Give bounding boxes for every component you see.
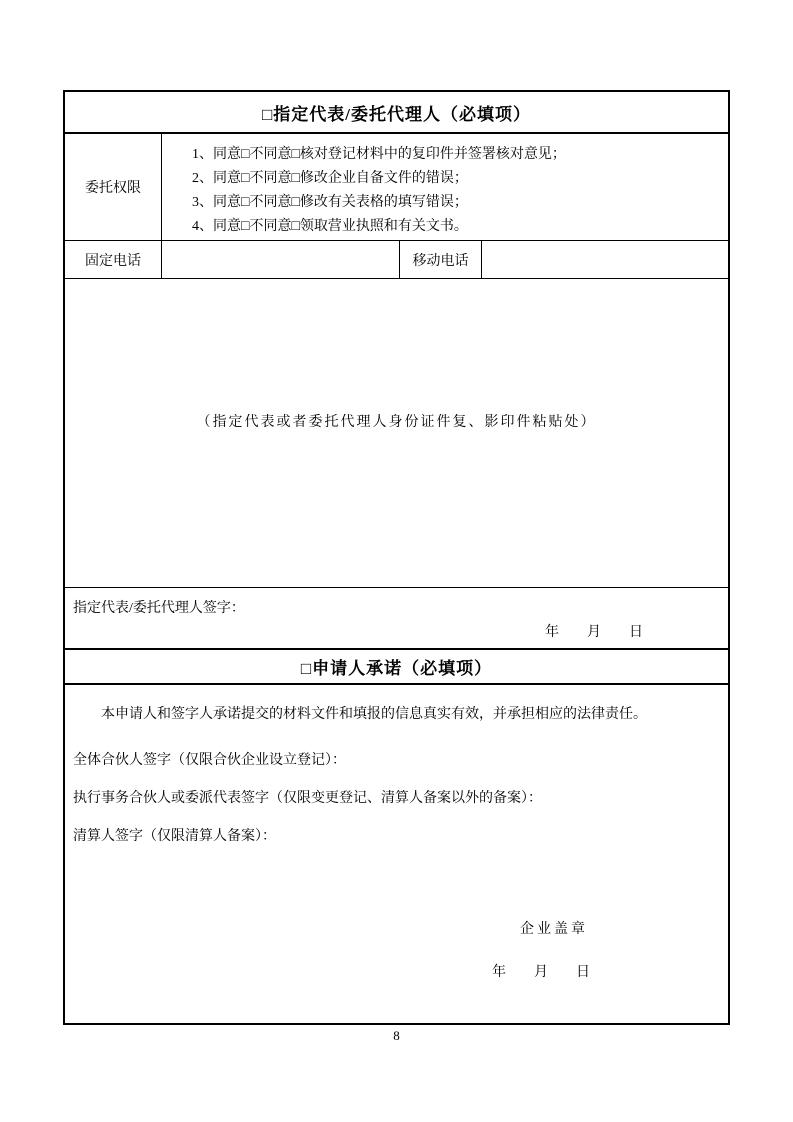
authorization-item-3: 3、同意□不同意□修改有关表格的填写错误； [192, 195, 468, 210]
mobile-phone-label-cell [400, 241, 482, 278]
authorization-label: 委托权限 [85, 181, 141, 196]
section2-date-line: 年 月 日 [492, 965, 590, 980]
fixed-phone-label-cell [65, 241, 162, 278]
id-paste-note: （指定代表或者委托代理人身份证件复、影印件粘贴处） [196, 415, 597, 430]
section2-header [65, 648, 728, 685]
section1-title: □指定代表/委托代理人（必填项） [262, 104, 531, 124]
agent-signature-label: 指定代表/委托代理人签字： [73, 601, 245, 616]
authorization-item-1: 1、同意□不同意□核对登记材料中的复印件并签署核对意见； [192, 147, 566, 162]
liquidator-signature-line: 清算人签字（仅限清算人备案）： [73, 829, 276, 844]
agent-signature-row [65, 587, 728, 648]
registration-form-table [63, 90, 730, 1025]
authorization-label-cell [65, 134, 162, 240]
authorization-item-4: 4、同意□不同意□领取营业执照和有关文书。 [192, 219, 468, 234]
company-seal-label: 企业盖章 [520, 922, 588, 937]
partners-signature-line: 全体合伙人签字（仅限合伙企业设立登记）： [73, 753, 346, 768]
commitment-statement: 本申请人和签字人承诺提交的材料文件和填报的信息真实有效，并承担相应的法律责任。 [101, 707, 647, 722]
section2-title: □申请人承诺（必填项） [300, 659, 493, 678]
fixed-phone-label: 固定电话 [85, 253, 141, 269]
section1-header [65, 92, 728, 134]
section1-date-line: 年 月 日 [545, 625, 643, 640]
authorization-items-cell [162, 134, 728, 240]
mobile-phone-value-cell [482, 241, 728, 278]
page-number: 8 [393, 1028, 400, 1043]
fixed-phone-value-cell [162, 241, 400, 278]
commitment-section [65, 685, 728, 1023]
authorization-row [65, 134, 728, 240]
id-document-paste-area [65, 278, 728, 587]
phone-row [65, 240, 728, 278]
authorization-item-2: 2、同意□不同意□修改企业自备文件的错误； [192, 171, 468, 186]
executive-partner-signature-line: 执行事务合伙人或委派代表签字（仅限变更登记、清算人备案以外的备案）： [73, 791, 542, 806]
mobile-phone-label: 移动电话 [412, 253, 469, 269]
